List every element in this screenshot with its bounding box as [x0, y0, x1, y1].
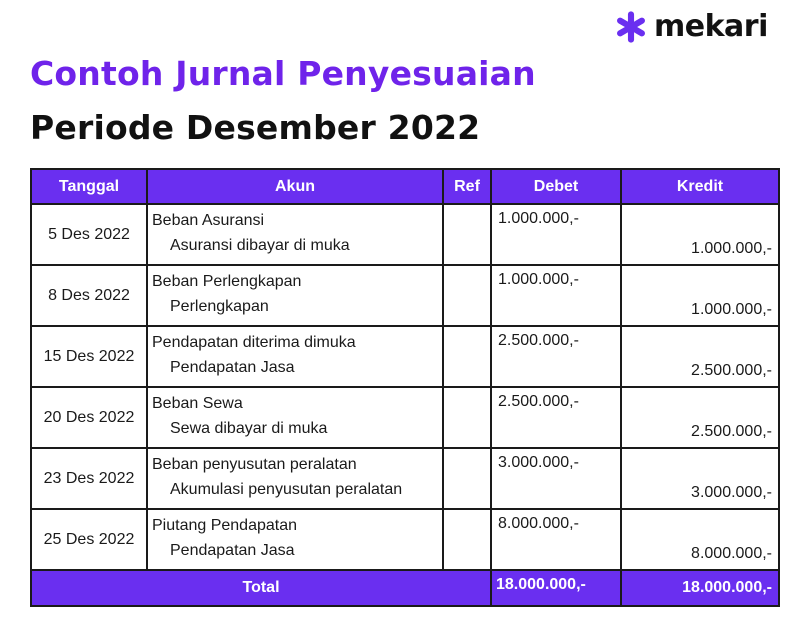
- header-kredit: Kredit: [621, 169, 779, 204]
- page-subtitle: Periode Desember 2022: [30, 108, 481, 147]
- cell-debet: 8.000.000,-: [491, 509, 621, 570]
- table-row: [31, 509, 779, 570]
- credit-account: Pendapatan Jasa: [170, 542, 295, 559]
- total-row: [31, 570, 779, 606]
- cell-ref: [443, 265, 491, 326]
- cell-date: 23 Des 2022: [31, 448, 147, 509]
- cell-kredit: 2.500.000,-: [621, 326, 779, 387]
- cell-account: [147, 509, 443, 570]
- cell-kredit: 1.000.000,-: [621, 265, 779, 326]
- table-header-row: [31, 169, 779, 204]
- credit-account: Asuransi dibayar di muka: [170, 237, 350, 254]
- cell-kredit: 3.000.000,-: [621, 448, 779, 509]
- cell-account: [147, 448, 443, 509]
- table-row: [31, 204, 779, 265]
- header-debet: Debet: [491, 169, 621, 204]
- cell-account: [147, 265, 443, 326]
- cell-debet: 1.000.000,-: [491, 204, 621, 265]
- page-title: Contoh Jurnal Penyesuaian: [30, 54, 536, 93]
- table-row: [31, 387, 779, 448]
- credit-account: Akumulasi penyusutan peralatan: [170, 481, 403, 498]
- cell-ref: [443, 509, 491, 570]
- header-tanggal: Tanggal: [31, 169, 147, 204]
- header-akun: Akun: [147, 169, 443, 204]
- debit-account: Beban Sewa: [152, 395, 243, 412]
- cell-kredit: 2.500.000,-: [621, 387, 779, 448]
- cell-date: 5 Des 2022: [31, 204, 147, 265]
- cell-debet: 1.000.000,-: [491, 265, 621, 326]
- asterisk-star-icon: [614, 10, 648, 44]
- cell-date: 25 Des 2022: [31, 509, 147, 570]
- debit-account: Piutang Pendapatan: [152, 517, 298, 534]
- cell-account: [147, 326, 443, 387]
- debit-account: Beban Asuransi: [152, 212, 265, 229]
- total-debet: 18.000.000,-: [491, 570, 621, 606]
- cell-account: [147, 387, 443, 448]
- cell-account: [147, 204, 443, 265]
- cell-debet: 2.500.000,-: [491, 326, 621, 387]
- cell-date: 8 Des 2022: [31, 265, 147, 326]
- journal-table: [30, 168, 780, 607]
- credit-account: Sewa dibayar di muka: [170, 420, 328, 437]
- credit-account: Perlengkapan: [170, 298, 269, 315]
- table-row: [31, 265, 779, 326]
- cell-ref: [443, 204, 491, 265]
- cell-ref: [443, 448, 491, 509]
- debit-account: Beban Perlengkapan: [152, 273, 302, 290]
- debit-account: Pendapatan diterima dimuka: [152, 334, 356, 351]
- cell-kredit: 1.000.000,-: [621, 204, 779, 265]
- cell-ref: [443, 326, 491, 387]
- cell-debet: 3.000.000,-: [491, 448, 621, 509]
- table-row: [31, 448, 779, 509]
- brand-name: mekari: [654, 9, 768, 44]
- cell-ref: [443, 387, 491, 448]
- cell-debet: 2.500.000,-: [491, 387, 621, 448]
- table-row: [31, 326, 779, 387]
- credit-account: Pendapatan Jasa: [170, 359, 295, 376]
- cell-date: 15 Des 2022: [31, 326, 147, 387]
- cell-date: 20 Des 2022: [31, 387, 147, 448]
- header-ref: Ref: [443, 169, 491, 204]
- debit-account: Beban penyusutan peralatan: [152, 456, 357, 473]
- total-kredit: 18.000.000,-: [621, 570, 779, 606]
- brand-logo: [614, 10, 768, 44]
- total-label: Total: [31, 570, 491, 606]
- cell-kredit: 8.000.000,-: [621, 509, 779, 570]
